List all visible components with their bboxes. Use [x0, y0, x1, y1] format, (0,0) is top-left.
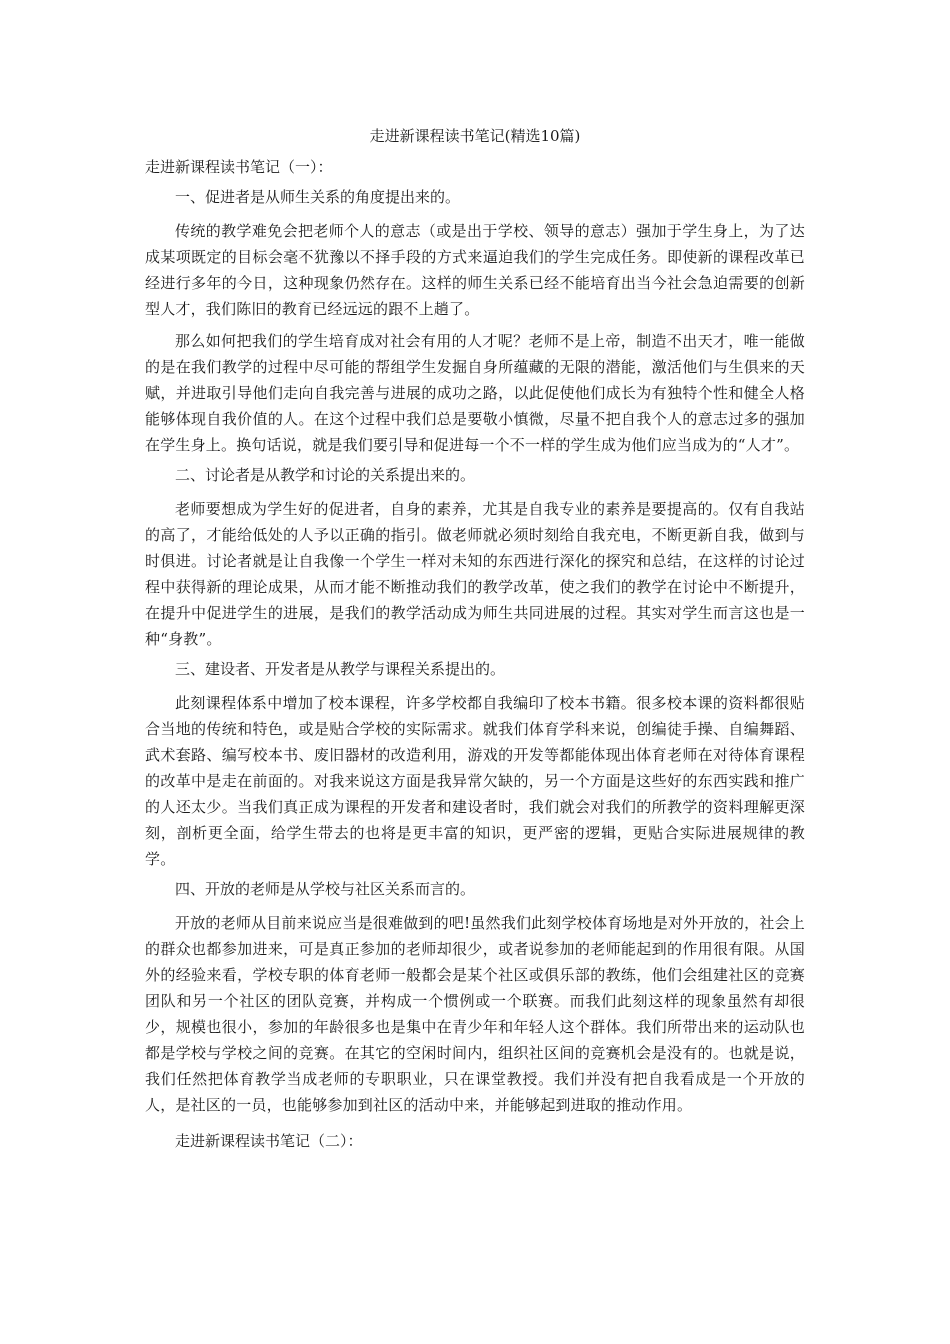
- paragraph: 那么如何把我们的学生培育成对社会有用的人才呢？老师不是上帝，制造不出天才，唯一能做的是在我们教学的过程中尽可能的帮组学生发掘自身所蕴藏的无限的潜能，激活他们与生俱来的天赋，并进取引导他们走向自我完善与进展的成功之路，以此促使他们成长为有独特个性和健全人格能够体现自我价值的人。在这个过程中我们总是要敬小慎微，尽量不把自我个人的意志过多的强加在学生身上。换句话说，就是我们要引导和促进每一个不一样的学生成为他们应当成为的“人才”。: [145, 332, 805, 454]
- paragraph: 传统的教学难免会把老师个人的意志（或是出于学校、领导的意志）强加于学生身上，为了达成某项既定的目标会毫不犹豫以不择手段的方式来逼迫我们的学生完成任务。即使新的课程改革已经进行多年的今日，这种现象仍然存在。这样的师生关系已经不能培育出当今社会急迫需要的创新型人才，我们陈旧的教育已经远远的跟不上趟了。: [145, 222, 805, 318]
- document-title: 走进新课程读书笔记(精选10篇): [369, 127, 581, 145]
- heading-researcher: 二、讨论者是从教学和讨论的关系提出来的。: [175, 466, 476, 484]
- paragraph: 开放的老师从目前来说应当是很难做到的吧!虽然我们此刻学校体育场地是对外开放的，社会上的群众也都参加进来，可是真正参加的老师却很少，或者说参加的老师能起到的作用很有限。从国外的经验来看，学校专职的体育老师一般都会是某个社区或俱乐部的教练，他们会组建社区的竞赛团队和另一个社区的团队竞赛，并构成一个惯例或一个联赛。而我们此刻这样的现象虽然有却很少，规模也很小，参加的年龄很多也是集中在青少年和年轻人这个群体。我们所带出来的运动队也都是学校与学校之间的竞赛。在其它的空闲时间内，组织社区间的竞赛机会是没有的。也就是说，我们任然把体育教学当成老师的专职职业，只在课堂教授。我们并没有把自我看成是一个开放的人，是社区的一员，也能够参加到社区的活动中来，并能够起到进取的推动作用。: [145, 914, 805, 1114]
- heading-facilitator: 一、促进者是从师生关系的角度提出来的。: [175, 188, 461, 206]
- section-1-title: 走进新课程读书笔记（一）：: [145, 158, 333, 176]
- paragraph: 老师要想成为学生好的促进者，自身的素养，尤其是自我专业的素养是要提高的。仅有自我站的高了，才能给低处的人予以正确的指引。做老师就必须时刻给自我充电，不断更新自我，做到与时俱进。讨论者就是让自我像一个学生一样对未知的东西进行深化的探究和总结，在这样的讨论过程中获得新的理论成果，从而才能不断推动我们的教学改革，使之我们的教学在讨论中不断提升，在提升中促进学生的进展，是我们的教学活动成为师生共同进展的过程。其实对学生而言这也是一种“身教”。: [145, 500, 805, 648]
- paragraph: 此刻课程体系中增加了校本课程，许多学校都自我编印了校本书籍。很多校本课的资料都很贴合当地的传统和特色，或是贴合学校的实际需求。就我们体育学科来说，创编徒手操、自编舞蹈、武术套路、编写校本书、废旧器材的改造利用，游戏的开发等都能体现出体育老师在对待体育课程的改革中是走在前面的。对我来说这方面是我异常欠缺的，另一个方面是这些好的东西实践和推广的人还太少。当我们真正成为课程的开发者和建设者时，我们就会对我们的所教学的资料理解更深刻，剖析更全面，给学生带去的也将是更丰富的知识，更严密的逻辑，更贴合实际进展规律的教学。: [145, 694, 805, 868]
- heading-builder-developer: 三、建设者、开发者是从教学与课程关系提出的。: [175, 660, 506, 678]
- heading-open-teacher: 四、开放的老师是从学校与社区关系而言的。: [175, 880, 476, 898]
- section-2-title: 走进新课程读书笔记（二）：: [175, 1132, 363, 1150]
- document-page: [145, 126, 805, 1160]
